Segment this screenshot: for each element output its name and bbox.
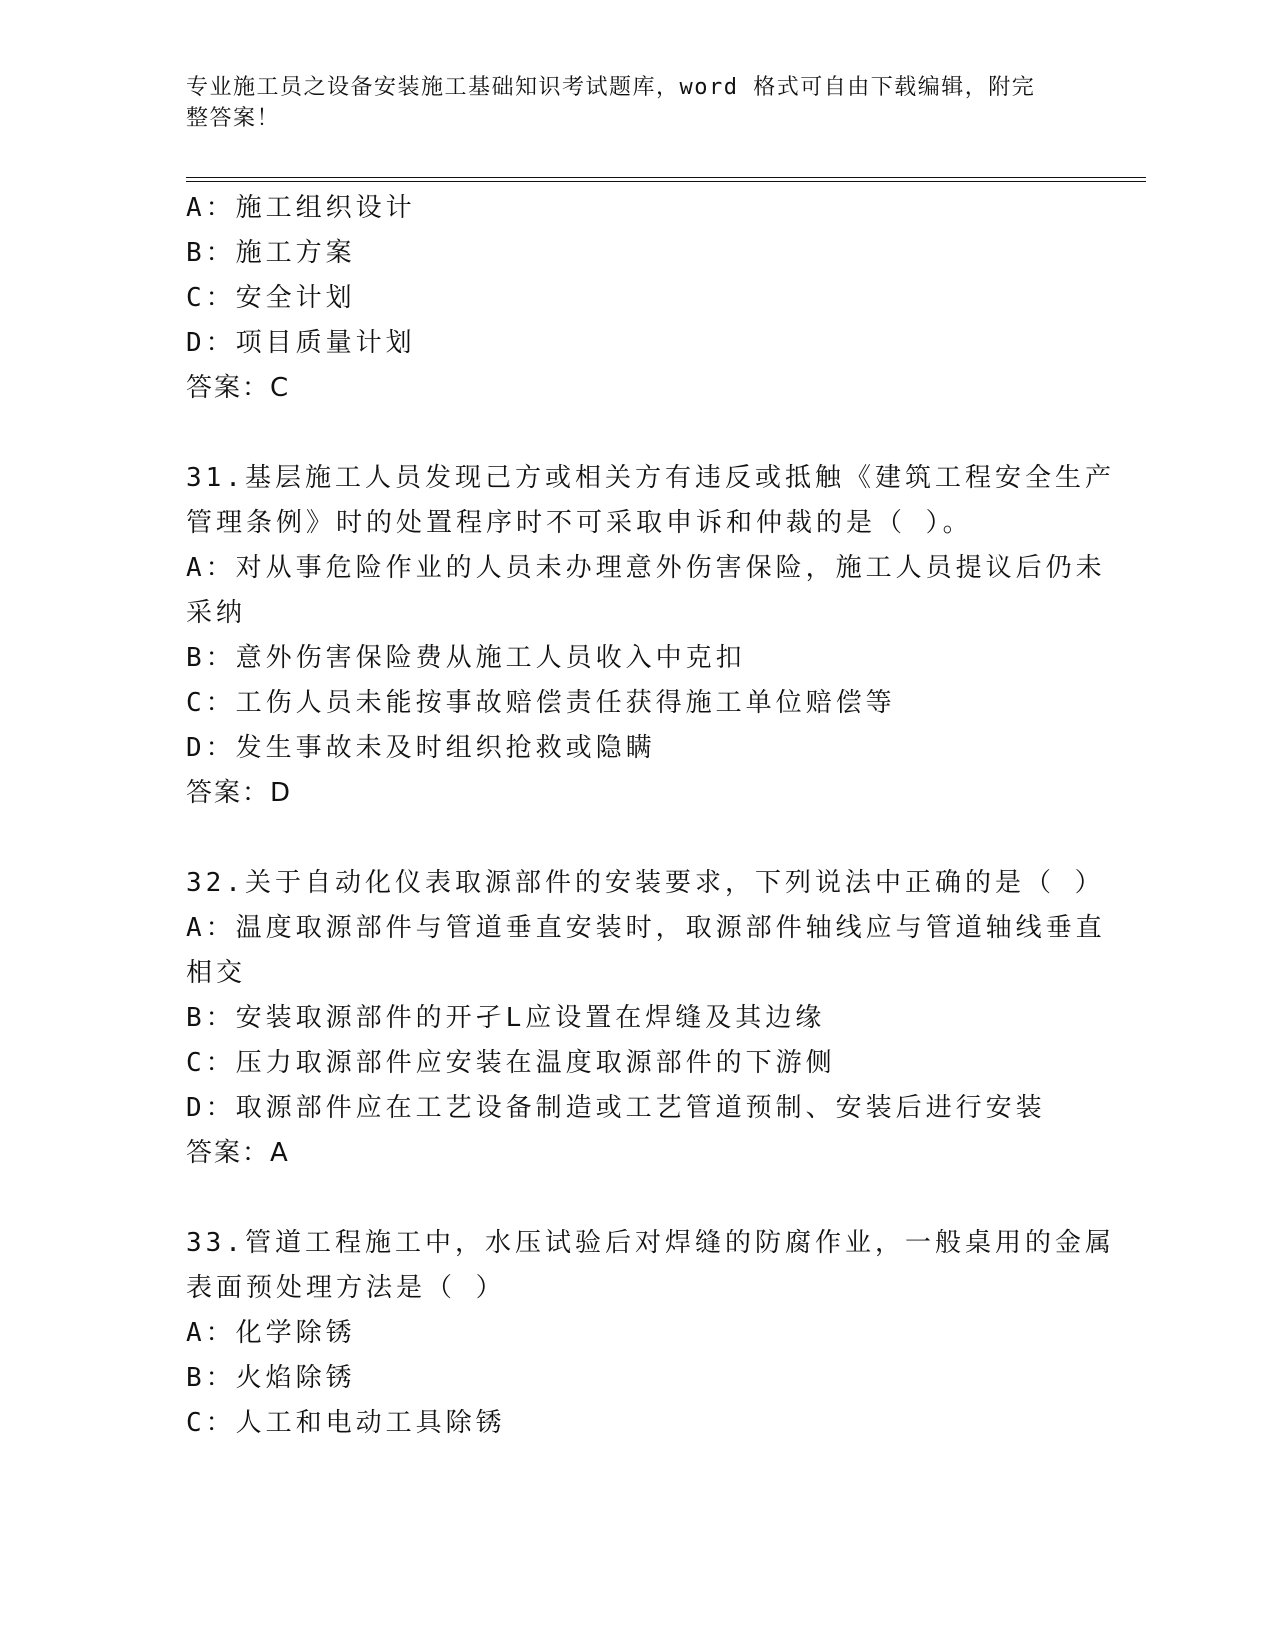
document-header [186, 72, 1066, 134]
q32-option-a-line-2: 相交 [186, 958, 247, 988]
header-divider-bottom [186, 181, 1146, 182]
q31-option-b: B：意外伤害保险费从施工人员收入中克扣 [186, 643, 746, 673]
q31-option-d: D：发生事故未及时组织抢救或隐瞒 [186, 733, 656, 763]
q32-answer: 答案：A [186, 1138, 290, 1168]
q31-option-a-line-2: 采纳 [186, 598, 247, 628]
q31-stem-line-1: 31.基层施工人员发现己方或相关方有违反或抵触《建筑工程安全生产 [186, 463, 1115, 493]
q30-option-c: C：安全计划 [186, 283, 356, 313]
q33-stem-line-2: 表面预处理方法是（ ） [186, 1273, 506, 1303]
q32-option-c: C：压力取源部件应安装在温度取源部件的下游侧 [186, 1048, 836, 1078]
q32-stem: 32.关于自动化仪表取源部件的安装要求，下列说法中正确的是（ ） [186, 868, 1105, 898]
q32-option-a-line-1: A：温度取源部件与管道垂直安装时，取源部件轴线应与管道轴线垂直 [186, 913, 1106, 943]
q30-option-b: B：施工方案 [186, 238, 356, 268]
q33-option-a: A：化学除锈 [186, 1318, 356, 1348]
header-divider-top [186, 177, 1146, 178]
q30-answer: 答案：C [186, 373, 291, 403]
q33-stem-line-1: 33.管道工程施工中，水压试验后对焊缝的防腐作业，一般桌用的金属 [186, 1228, 1115, 1258]
q30-option-a: A：施工组织设计 [186, 193, 416, 223]
q33-option-b: B：火焰除锈 [186, 1363, 356, 1393]
q32-option-b: B：安装取源部件的开孑L应设置在焊缝及其边缘 [186, 1003, 826, 1033]
q31-option-c: C：工伤人员未能按事故赔偿责任获得施工单位赔偿等 [186, 688, 896, 718]
header-line-1: 专业施工员之设备安装施工基础知识考试题库，word 格式可自由下载编辑，附完 [186, 75, 1036, 100]
q33-option-c: C：人工和电动工具除锈 [186, 1408, 506, 1438]
q31-stem-line-2: 管理条例》时的处置程序时不可采取申诉和仲裁的是（ ）。 [186, 508, 973, 538]
q31-option-a-line-1: A：对从事危险作业的人员未办理意外伤害保险，施工人员提议后仍未 [186, 553, 1106, 583]
q31-answer: 答案：D [186, 778, 293, 808]
q30-option-d: D：项目质量计划 [186, 328, 416, 358]
header-line-2: 整答案！ [186, 106, 281, 131]
q32-option-d: D：取源部件应在工艺设备制造或工艺管道预制、安装后进行安装 [186, 1093, 1046, 1123]
